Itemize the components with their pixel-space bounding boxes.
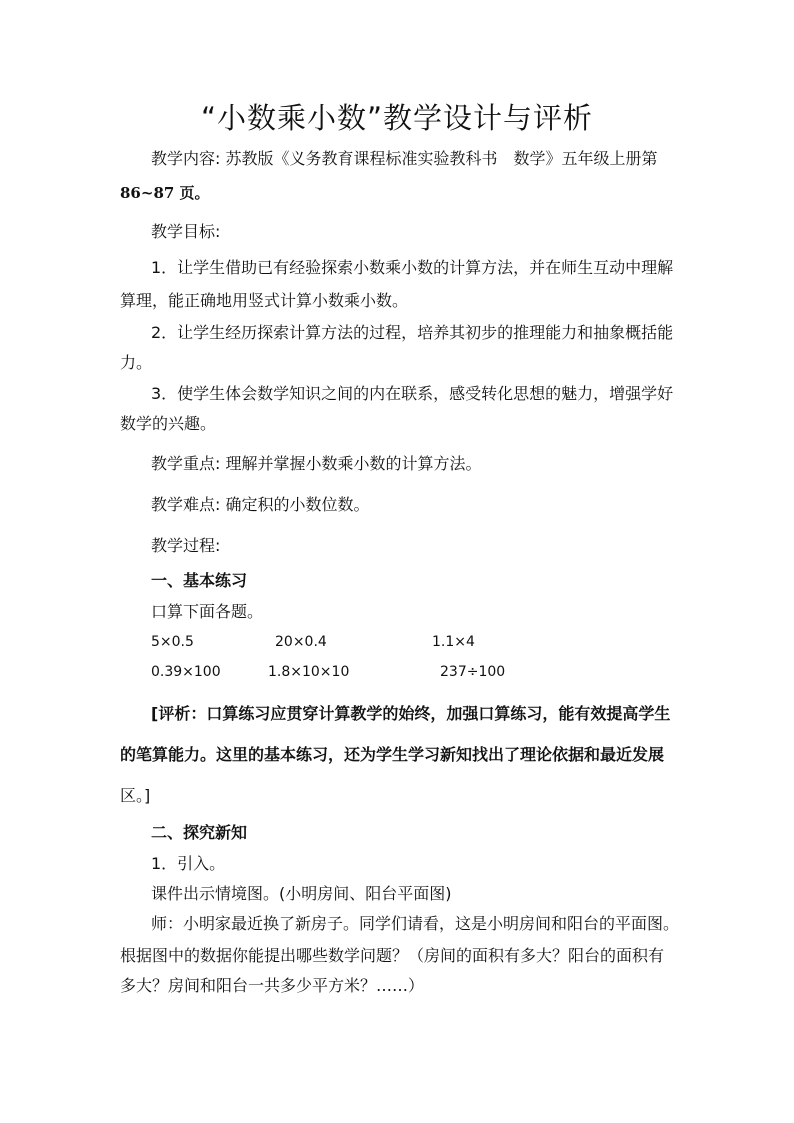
section-2-item-1: 1．引入。 bbox=[151, 854, 226, 873]
content-line-1 bbox=[151, 148, 680, 170]
content-text: 苏教版《义务教育课程标准实验教科书 数学》五年级上册第 bbox=[225, 149, 658, 168]
calc-item-1: 5×0.5 bbox=[151, 634, 194, 650]
comment-line-2: 的笔算能力。这里的基本练习，还为学生学习新知找出了理论依据和最近发展 bbox=[120, 745, 665, 764]
goal-3-line-2: 数学的兴趣。 bbox=[120, 414, 217, 433]
goal-3-line-1: 3．使学生体会数学知识之间的内在联系，感受转化思想的魅力，增强学好 bbox=[151, 384, 674, 403]
calc-item-2: 20×0.4 bbox=[275, 634, 327, 650]
section-1-title: 一、基本练习 bbox=[151, 571, 248, 590]
section-2-title: 二、探究新知 bbox=[151, 823, 248, 842]
content-label: 教学内容: bbox=[151, 149, 221, 168]
calc-item-4: 0.39×100 bbox=[151, 664, 221, 680]
key-label: 教学重点: bbox=[151, 454, 221, 473]
section-2-line-3: 根据图中的数据你能提出哪些数学问题？（房间的面积有多大？阳台的面积有 bbox=[120, 946, 665, 965]
difficulty-label: 教学难点: bbox=[151, 495, 221, 514]
section-1-intro: 口算下面各题。 bbox=[151, 602, 264, 621]
goal-1-line-2: 算理，能正确地用竖式计算小数乘小数。 bbox=[120, 291, 409, 310]
process-heading: 教学过程: bbox=[151, 536, 221, 555]
content-line-2: 86~87 页。 bbox=[120, 184, 210, 202]
difficulty-point bbox=[151, 494, 680, 516]
calc-item-3: 1.1×4 bbox=[432, 634, 475, 650]
goal-2-line-1: 2．让学生经历探索计算方法的过程，培养其初步的推理能力和抽象概括能 bbox=[151, 323, 674, 342]
section-2-line-2: 师：小明家最近换了新房子。同学们请看，这是小明房间和阳台的平面图。 bbox=[151, 914, 680, 933]
section-2-line-4: 多大？房间和阳台一共多少平方米？……） bbox=[120, 976, 425, 995]
goal-1-line-1: 1．让学生借助已有经验探索小数乘小数的计算方法，并在师生互动中理解 bbox=[151, 258, 674, 277]
calc-item-6: 237÷100 bbox=[440, 664, 506, 680]
key-text: 理解并掌握小数乘小数的计算方法。 bbox=[225, 454, 482, 473]
page-title: “小数乘小数”教学设计与评析 bbox=[200, 101, 594, 135]
goals-heading: 教学目标: bbox=[151, 222, 221, 241]
difficulty-text: 确定积的小数位数。 bbox=[225, 495, 370, 514]
goal-2-line-2: 力。 bbox=[120, 353, 153, 372]
key-point bbox=[151, 453, 680, 475]
calc-item-5: 1.8×10×10 bbox=[268, 664, 350, 680]
comment-line-3: 区。] bbox=[120, 786, 151, 805]
section-2-line-1: 课件出示情境图。(小明房间、阳台平面图) bbox=[151, 884, 452, 903]
comment-line-1: [评析：口算练习应贯穿计算教学的始终，加强口算练习，能有效提高学生 bbox=[151, 704, 671, 723]
